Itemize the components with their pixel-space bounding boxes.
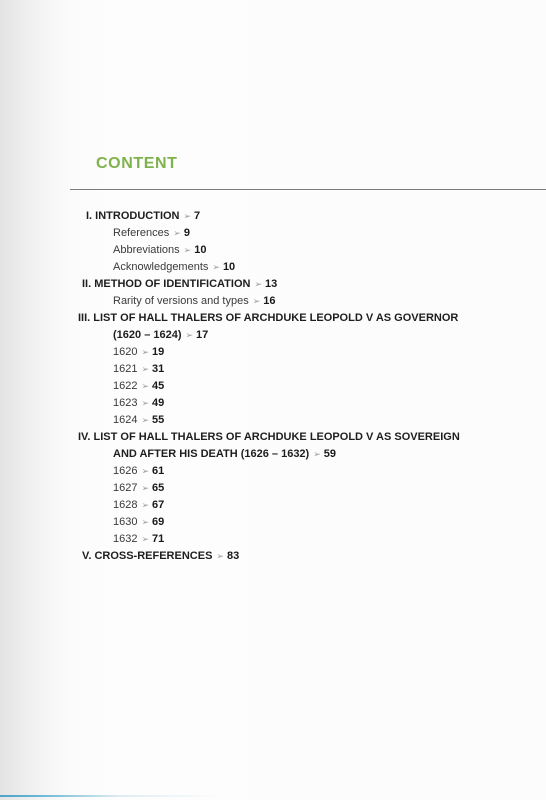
toc-page-number: 69 (152, 516, 165, 528)
toc-entry-label: 1623 (113, 397, 138, 409)
toc-page-number: 9 (183, 227, 190, 239)
toc-page-number: 65 (152, 482, 165, 494)
toc-entry-label: 1626 (113, 465, 138, 477)
arrow-icon: ➢ (212, 262, 220, 272)
toc-entry[interactable] (113, 464, 164, 478)
arrow-icon: ➢ (141, 483, 150, 493)
toc-entry[interactable] (113, 243, 206, 257)
toc-page-number: 16 (263, 295, 276, 307)
toc-entry[interactable] (113, 413, 164, 427)
toc-entry[interactable] (113, 498, 164, 512)
toc-entry-label: 1630 (113, 516, 138, 528)
arrow-icon: ➢ (185, 330, 194, 340)
arrow-icon: ➢ (254, 279, 263, 289)
toc-page-number: 59 (323, 448, 337, 460)
toc-page-number: 17 (196, 329, 209, 341)
toc-entry-label: 1624 (113, 414, 138, 426)
toc-entry[interactable] (113, 379, 164, 393)
toc-entry[interactable] (82, 549, 239, 563)
toc-entry-label: 1632 (113, 533, 138, 545)
arrow-icon: ➢ (141, 381, 150, 391)
toc-page-number: 71 (152, 533, 165, 545)
toc-page-number: 45 (152, 380, 165, 392)
toc-entry-label: 1620 (113, 346, 138, 358)
toc-entry[interactable] (113, 345, 164, 359)
toc-entry-label: AND AFTER HIS DEATH (1626 – 1632) (113, 448, 310, 460)
toc-entry[interactable] (82, 277, 277, 291)
toc-entry[interactable] (113, 294, 276, 308)
page-edge-line (0, 795, 546, 797)
toc-entry[interactable] (113, 328, 208, 342)
toc-entry[interactable] (113, 447, 336, 461)
arrow-icon: ➢ (141, 398, 150, 408)
toc-entry[interactable] (113, 260, 235, 274)
arrow-icon: ➢ (141, 466, 150, 476)
arrow-icon: ➢ (252, 296, 261, 306)
arrow-icon: ➢ (141, 517, 150, 527)
toc-page-number: 7 (194, 210, 201, 222)
arrow-icon: ➢ (183, 211, 192, 221)
toc-entry[interactable] (113, 515, 164, 529)
toc-entry-label: Acknowledgements (113, 261, 209, 273)
toc-entry-label: III. LIST OF HALL THALERS OF ARCHDUKE LEOPOLD V AS GOVERNOR (78, 312, 459, 324)
toc-entry[interactable] (113, 362, 164, 376)
toc-entry[interactable] (113, 481, 164, 495)
toc-entry-label: References (113, 227, 170, 239)
title-divider (70, 189, 546, 190)
toc-entry-label: V. CROSS-REFERENCES (82, 550, 213, 562)
toc-entry-label: Rarity of versions and types (113, 295, 249, 307)
arrow-icon: ➢ (183, 245, 192, 255)
toc-page-number: 83 (226, 550, 240, 562)
toc-entry[interactable] (78, 430, 460, 444)
toc-page-number: 67 (152, 499, 165, 511)
arrow-icon: ➢ (173, 228, 181, 238)
toc-entry[interactable] (86, 209, 200, 223)
toc-entry-label: II. METHOD OF IDENTIFICATION (82, 278, 251, 290)
toc-page-number: 61 (152, 465, 165, 477)
arrow-icon: ➢ (141, 534, 150, 544)
toc-page-number: 49 (152, 397, 165, 409)
arrow-icon: ➢ (141, 500, 150, 510)
arrow-icon: ➢ (141, 415, 150, 425)
arrow-icon: ➢ (313, 449, 321, 459)
toc-entry[interactable] (78, 311, 458, 325)
arrow-icon: ➢ (216, 551, 224, 561)
toc-entry[interactable] (113, 226, 190, 240)
toc-entry-label: 1628 (113, 499, 138, 511)
toc-entry-label: IV. LIST OF HALL THALERS OF ARCHDUKE LEOPOLD V AS SOVEREIGN (78, 431, 460, 443)
toc-entry-label: 1627 (113, 482, 138, 494)
toc-entry[interactable] (113, 396, 164, 410)
toc-page-number: 13 (265, 278, 278, 290)
toc-page-number: 19 (152, 346, 165, 358)
toc-page-number: 10 (194, 244, 207, 256)
toc-entry-label: (1620 – 1624) (113, 329, 182, 341)
toc-entry-label: 1622 (113, 380, 138, 392)
toc-page-number: 31 (152, 363, 165, 375)
toc-entry-label: I. INTRODUCTION (86, 210, 180, 222)
toc-entry-label: Abbreviations (113, 244, 180, 256)
arrow-icon: ➢ (141, 364, 150, 374)
toc-page-number: 55 (152, 414, 165, 426)
toc-entry-label: 1621 (113, 363, 138, 375)
toc-entry[interactable] (113, 532, 164, 546)
page-title: CONTENT (96, 155, 178, 172)
toc-page-number: 10 (222, 261, 236, 273)
arrow-icon: ➢ (141, 347, 150, 357)
